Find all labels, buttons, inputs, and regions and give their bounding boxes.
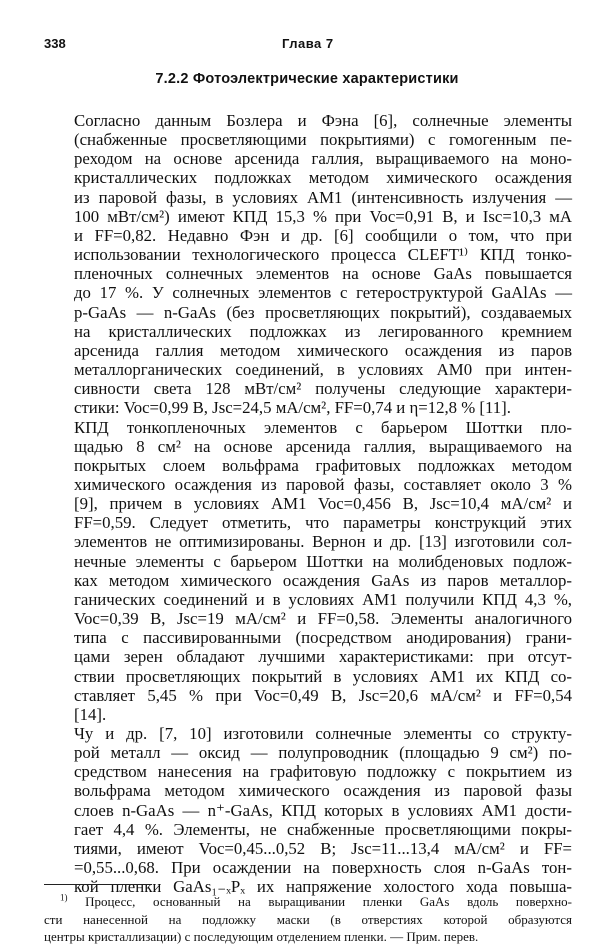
text-line: ставляет 5,45 % при Voc=0,49 В, Jsc=20,6 мА/см² и FF=0,54 bbox=[74, 685, 572, 705]
footnote-divider bbox=[44, 884, 152, 885]
text-line: реходом на основе арсенида галлия, выращиваемого на моно- bbox=[74, 149, 572, 169]
body-text bbox=[44, 111, 572, 896]
text-line: стики: Voc=0,99 В, Jsc=24,5 мА/см², FF=0,74 и η=12,8 % [11]. bbox=[74, 398, 511, 418]
running-head: Глава 7 bbox=[282, 36, 334, 51]
text-line: тиями, имеют Voc=0,45...0,52 В; Jsc=11...13,4 мА/см² и FF= bbox=[74, 838, 572, 858]
text-line: типа с пассивированными (посредством анодирования) грани- bbox=[74, 628, 572, 648]
text-line: и FF=0,82. Недавно Фэн и др. [6] сообщили о том, что при bbox=[74, 225, 572, 245]
text-line: покрытых слоем вольфрама графитовых подложках методом bbox=[74, 455, 572, 475]
text-line: металлорганических соединений, в условиях AM0 при интен- bbox=[74, 360, 572, 380]
text-line: вольфрама методом химического осаждения из паровой фазы bbox=[74, 781, 572, 801]
text-line: слоев n-GaAs — n⁺-GaAs, КПД которых в условиях AM1 дости- bbox=[74, 800, 572, 820]
text-line: пленочных солнечных элементов на основе GaAs повышается bbox=[74, 264, 572, 284]
text-line: рой металл — оксид — полупроводник (площадью 9 см²) по- bbox=[74, 743, 572, 763]
page-header bbox=[44, 36, 572, 56]
text-line: из паровой фазы, в условиях AM1 (интенсивность излучения — bbox=[74, 187, 572, 207]
text-line: до 17 %. У солнечных элементов с гетероструктурой GaAlAs — bbox=[74, 283, 572, 303]
text-line: ганических соединений и в условиях AM1 получили КПД 4,3 %, bbox=[74, 589, 572, 609]
page-number: 338 bbox=[44, 36, 66, 51]
text-line: [9], причем в условиях AM1 Voc=0,456 В, Jsc=10,4 мА/см² и bbox=[74, 494, 572, 514]
footnote-line: центры кристаллизации) с последующим отделением пленки. — Прим. перев. bbox=[44, 929, 479, 944]
text-line: средством нанесения на графитовую подложку с покрытием из bbox=[74, 762, 572, 782]
text-line: сивности света 128 мВт/см² получены следующие характери- bbox=[74, 379, 572, 399]
text-line: химического осаждения из паровой фазы, составляет около 3 % bbox=[74, 474, 572, 494]
text-line: использовании технологического процесса CLEFT¹⁾ КПД тонко- bbox=[74, 245, 572, 265]
text-line: арсенида галлия методом химического осаждения из паров bbox=[74, 340, 572, 360]
text-line: (снабженные просветляющими покрытиями) с гомогенным пе- bbox=[74, 130, 572, 150]
text-line: кристаллических подложках методом химического осаждения bbox=[74, 168, 572, 188]
text-line: Чу и др. [7, 10] изготовили солнечные элементы со структу- bbox=[74, 724, 572, 743]
text-line: Voc=0,39 В, Jsc=19 мА/см² и FF=0,58. Элементы аналогичного bbox=[74, 609, 572, 629]
footnote-marker: 1) bbox=[60, 892, 68, 903]
footnote-line: сти нанесенной на подложку маски (в отверстиях которой образуются bbox=[44, 911, 572, 927]
text-line: цами зерен обладают лучшими характеристиками: при отсут- bbox=[74, 647, 572, 667]
footnote-text: Процесс, основанный на выращивании пленки GaAs вдоль поверхно- bbox=[85, 894, 572, 909]
text-line: элементов не оптимизированы. Вернон и др. [13] изготовили сол- bbox=[74, 532, 572, 552]
text-line: [14]. bbox=[74, 704, 107, 724]
text-line: p-GaAs — n-GaAs (без просветляющих покрытий), создаваемых bbox=[74, 302, 572, 322]
footnote bbox=[44, 893, 572, 946]
section-title: 7.2.2 Фотоэлектрические характеристики bbox=[155, 71, 459, 87]
paragraph-3 bbox=[44, 724, 572, 896]
text-line: КПД тонкопленочных элементов с барьером Шоттки пло- bbox=[74, 417, 572, 437]
paragraph-2 bbox=[44, 418, 572, 725]
text-line: на кристаллических подложках из легированного кремнием bbox=[74, 321, 572, 341]
text-line: гает 4,4 %. Элементы, не снабженные просветляющими покры- bbox=[74, 819, 572, 839]
text-line: FF=0,59. Следует отметить, что параметры конструкций этих bbox=[74, 513, 572, 533]
text-line: =0,55...0,68. При осаждении на поверхность слоя n-GaAs тон- bbox=[74, 858, 572, 878]
paragraph-1 bbox=[44, 111, 572, 418]
footnote-line bbox=[44, 893, 572, 911]
text-line: ствии просветляющих покрытий в условиях AM1 их КПД со- bbox=[74, 666, 572, 686]
text-line: 100 мВт/см²) имеют КПД 15,3 % при Voc=0,91 В, и Isc=10,3 мА bbox=[74, 206, 572, 226]
text-line: Согласно данным Бозлера и Фэна [6], солнечные элементы bbox=[74, 111, 572, 130]
text-line: ках методом химического осаждения GaAs из паров металлор- bbox=[74, 570, 572, 590]
text-line: щадью 8 см² на основе арсенида галлия, выращиваемого на bbox=[74, 436, 572, 456]
text-line: кой пленки GaAs₁₋ₓPₓ их напряжение холостого хода повыша- bbox=[74, 877, 572, 897]
text-line: нечные элементы с барьером Шоттки на молибденовых подлож- bbox=[74, 551, 572, 571]
